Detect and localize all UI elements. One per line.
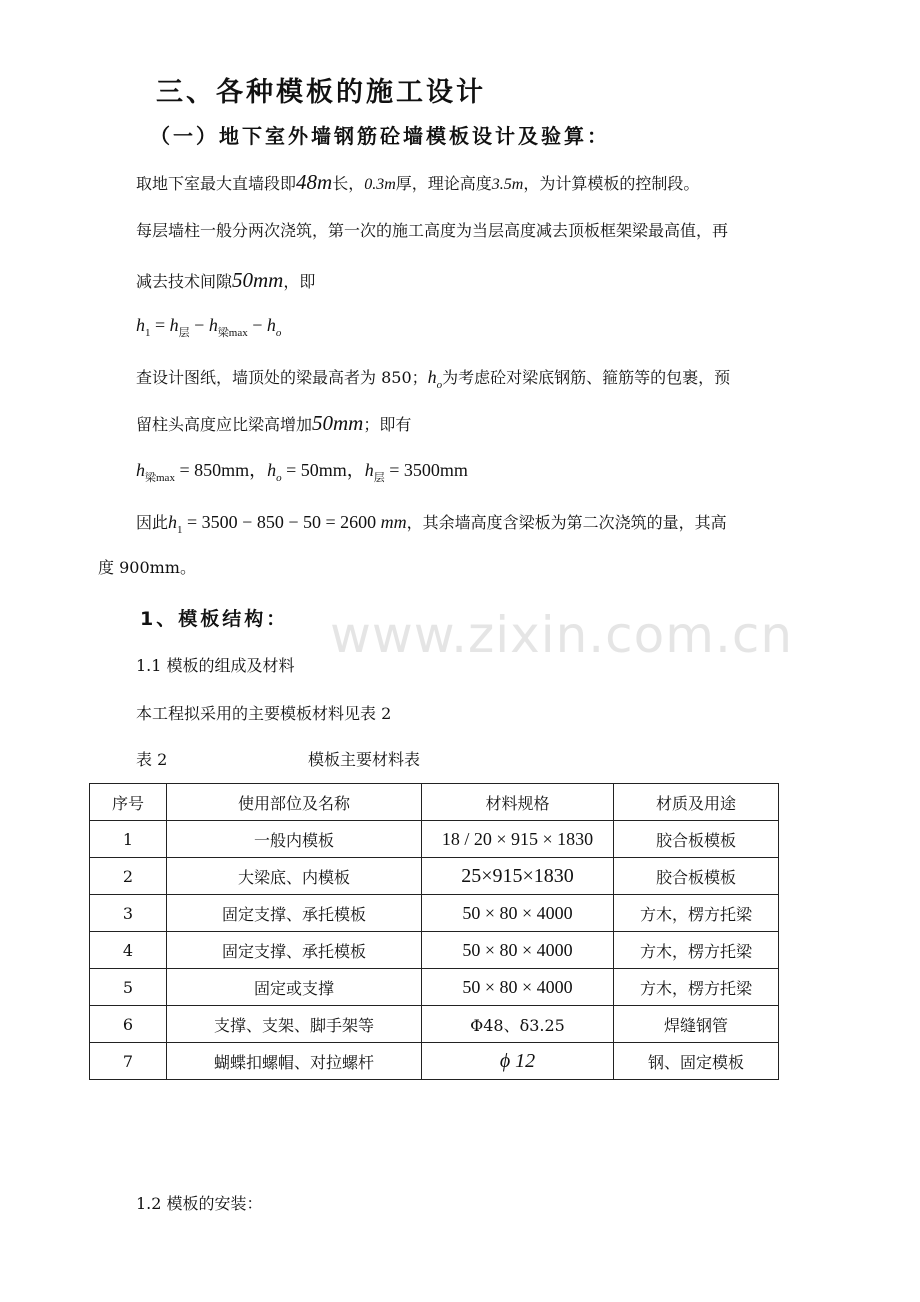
paragraph-pour-line2: 减去技术间隙50mm，即 (136, 268, 316, 292)
table-cell: 胶合板模板 (614, 821, 779, 858)
header-cell: 材料规格 (422, 784, 614, 821)
header-cell: 序号 (90, 784, 167, 821)
table-caption-title: 模板主要材料表 (308, 750, 421, 769)
header-cell: 材质及用途 (614, 784, 779, 821)
table-row (90, 932, 779, 969)
table-cell: 25×915×1830 (422, 858, 614, 895)
section-1-1-title: 1.1 模板的组成及材料 (136, 656, 295, 675)
intro-text: 本工程拟采用的主要模板材料见表 2 (136, 704, 392, 723)
subsection-heading-1: （一）地下室外墙钢筋砼墙模板设计及验算： (150, 124, 610, 148)
table-cell: 钢、固定模板 (614, 1043, 779, 1080)
table-cell: 固定支撑、承托模板 (167, 895, 422, 932)
table-cell: 1 (90, 821, 167, 858)
formula-values: $h_{梁max} = 850mm$，$h_o = 50mm$，$h_层 = 3500mm$ (136, 460, 468, 484)
table-cell: 固定支撑、承托模板 (167, 932, 422, 969)
table-cell: 4 (90, 932, 167, 969)
table-row (90, 1043, 779, 1080)
paragraph-design-drawing-line2: 留柱头高度应比梁高增加50mm；即有 (136, 411, 412, 435)
table-cell: 50 × 80 × 4000 (422, 895, 614, 932)
materials-table (89, 783, 779, 1080)
table-row (90, 895, 779, 932)
table-row (90, 821, 779, 858)
table-cell: 方木，楞方托梁 (614, 969, 779, 1006)
table-cell: 3 (90, 895, 167, 932)
table-cell: 50 × 80 × 4000 (422, 932, 614, 969)
table-cell: 固定或支撑 (167, 969, 422, 1006)
table-row (90, 1006, 779, 1043)
table-cell: 焊缝钢管 (614, 1006, 779, 1043)
table-header-row (90, 784, 779, 821)
table-cell: Φ48、δ3.25 (422, 1006, 614, 1043)
paragraph-pour-line1: 每层墙柱一般分两次浇筑，第一次的施工高度为当层高度减去顶板框架梁最高值，再 (136, 221, 729, 240)
table-cell: 50 × 80 × 4000 (422, 969, 614, 1006)
paragraph-control-segment: 取地下室最大直墙段即48m长，0.3m厚，理论高度3.5m，为计算模板的控制段。 (136, 170, 700, 194)
table-cell: 胶合板模板 (614, 858, 779, 895)
table-caption-label: 表 2 (136, 750, 168, 769)
section-heading-3: 三、各种模板的施工设计 (156, 77, 486, 108)
section-heading-template-structure: 1、模板结构： (140, 608, 289, 630)
watermark: www.zixin.com.cn (330, 606, 794, 664)
table-cell: ϕ 12 (422, 1043, 614, 1080)
table-cell: 7 (90, 1043, 167, 1080)
header-cell: 使用部位及名称 (167, 784, 422, 821)
table-row (90, 858, 779, 895)
formula-h1: $h_1 = h_层 - h_{梁max} - h_o$ (136, 315, 282, 339)
table-cell: 蝴蝶扣螺帽、对拉螺杆 (167, 1043, 422, 1080)
paragraph-result-line1: 因此$h_1 = 3500 - 850 - 50 = 2600$ mm，其余墙高度含梁板为第二次浇筑的量，其高 (136, 512, 727, 536)
table-cell: 一般内模板 (167, 821, 422, 858)
table-cell: 18 / 20 × 915 × 1830 (422, 821, 614, 858)
table-cell: 支撑、支架、脚手架等 (167, 1006, 422, 1043)
paragraph-design-drawing-line1: 查设计图纸，墙顶处的梁最高者为 850；$h_o$为考虑砼对梁底钢筋、箍筋等的包裹，预 (136, 367, 731, 391)
table-cell: 方木，楞方托梁 (614, 932, 779, 969)
table-row (90, 969, 779, 1006)
section-1-2-title: 1.2 模板的安装： (136, 1194, 263, 1213)
table-cell: 6 (90, 1006, 167, 1043)
paragraph-result-line2: 度 900mm。 (98, 558, 196, 577)
table-cell: 大梁底、内模板 (167, 858, 422, 895)
table-cell: 2 (90, 858, 167, 895)
table-cell: 方木，楞方托梁 (614, 895, 779, 932)
table-cell: 5 (90, 969, 167, 1006)
